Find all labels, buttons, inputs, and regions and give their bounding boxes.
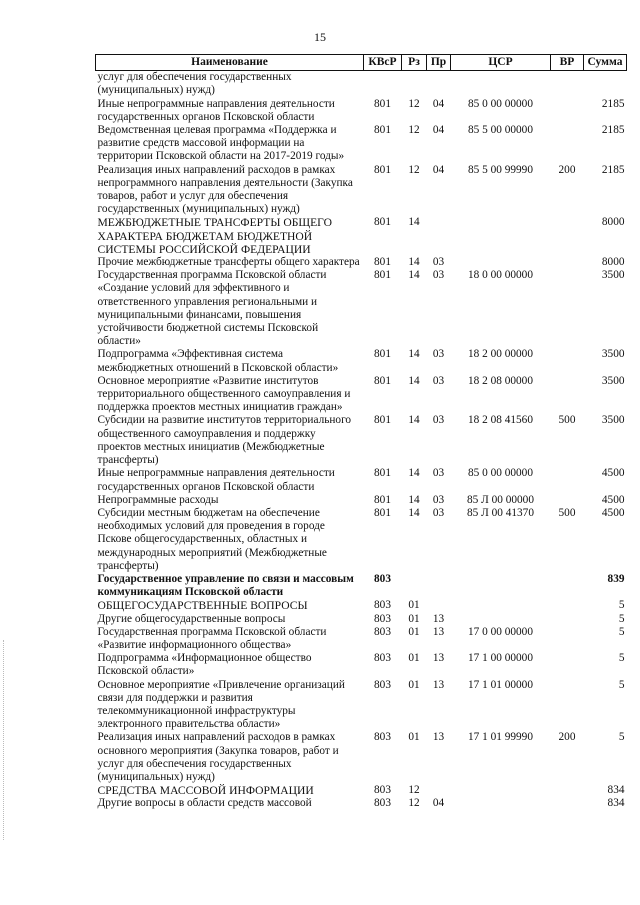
cell-name: услуг для обеспечения государственных (муниципальных) нужд) (97, 71, 292, 97)
cell-sum: 8000 (601, 256, 625, 269)
cell-name: Основное мероприятие «Развитие институтов территориального общественного самоуправления и поддержка проектов местных инициатив граждан» (97, 374, 351, 414)
table-row (96, 599, 627, 612)
cell-csr: 17 1 01 99990 (468, 731, 533, 744)
cell-kvsr (364, 71, 402, 98)
cell-name: Другие общегосударственные вопросы (97, 612, 286, 625)
cell-csr (451, 797, 551, 810)
table-row (96, 164, 627, 217)
cell-vr (551, 652, 584, 678)
cell-csr (451, 599, 551, 612)
cell-kvsr: 801 (374, 348, 391, 361)
cell-pr: 04 (432, 124, 445, 137)
header-kvsr: КВсР (364, 55, 402, 71)
cell-csr: 17 1 00 00000 (468, 652, 533, 665)
cell-vr (551, 784, 584, 797)
table-row (96, 414, 627, 467)
table-row (96, 124, 627, 164)
cell-sum (584, 71, 627, 98)
cell-name: СРЕДСТВА МАССОВОЙ ИНФОРМАЦИИ (97, 784, 314, 798)
cell-rz: 14 (408, 216, 420, 229)
cell-kvsr: 803 (374, 731, 391, 744)
cell-sum: 4500 (601, 467, 625, 480)
cell-sum: 4500 (601, 506, 625, 519)
cell-pr: 03 (432, 348, 445, 361)
cell-kvsr: 803 (374, 625, 391, 638)
cell-name: Основное мероприятие «Привлечение организаций связи для поддержки и развития телекоммуникационной инфраструктуры электронного правительства области» (97, 678, 345, 731)
cell-rz: 14 (408, 414, 420, 427)
cell-vr (551, 467, 584, 493)
cell-vr (551, 71, 584, 98)
cell-rz (402, 573, 427, 599)
cell-name: Иные непрограммные направления деятельности государственных органов Псковской области (97, 97, 335, 123)
scan-edge-mark (3, 640, 6, 840)
cell-kvsr: 803 (374, 652, 391, 665)
cell-rz: 01 (408, 731, 420, 744)
cell-kvsr: 801 (374, 124, 391, 137)
cell-pr: 13 (432, 625, 445, 638)
cell-vr (551, 573, 584, 599)
cell-rz: 01 (408, 678, 420, 691)
cell-rz: 14 (408, 493, 420, 506)
cell-rz: 14 (408, 506, 420, 519)
cell-name: Субсидии местным бюджетам на обеспечение необходимых условий для проведения в городе Пскове общегосударственных, областных и международных мероприятий (Межбюджетные трансферты) (97, 506, 327, 572)
table-row (96, 613, 627, 626)
cell-pr: 03 (432, 467, 445, 480)
table-row (96, 216, 627, 256)
cell-kvsr: 803 (374, 678, 391, 691)
header-sum: Сумма (584, 55, 627, 71)
cell-pr (427, 573, 451, 599)
cell-vr (551, 348, 584, 374)
cell-sum: 834 (607, 797, 625, 810)
table-row (96, 71, 627, 98)
cell-pr: 03 (432, 269, 445, 282)
table-row (96, 679, 627, 732)
cell-csr: 85 0 00 00000 (468, 97, 533, 110)
cell-name: МЕЖБЮДЖЕТНЫЕ ТРАНСФЕРТЫ ОБЩЕГО ХАРАКТЕРА БЮДЖЕТАМ БЮДЖЕТНОЙ СИСТЕМЫ РОССИЙСКОЙ ФЕДЕРАЦИИ (97, 216, 332, 256)
cell-sum: 839 (607, 572, 625, 585)
cell-kvsr: 801 (374, 493, 391, 506)
cell-sum: 5 (618, 612, 625, 625)
cell-csr: 18 0 00 00000 (468, 269, 533, 282)
cell-csr: 85 Л 00 00000 (467, 493, 534, 506)
cell-kvsr: 801 (374, 269, 391, 282)
table-body (96, 71, 627, 811)
cell-sum: 5 (618, 731, 625, 744)
cell-sum: 834 (607, 784, 625, 797)
cell-rz: 12 (408, 797, 420, 810)
cell-sum: 5 (618, 678, 625, 691)
cell-sum: 3500 (601, 374, 625, 387)
table-row (96, 98, 627, 124)
cell-rz: 12 (408, 124, 420, 137)
cell-name: Субсидии на развитие институтов территориального общественного самоуправления и поддержку проектов местных инициатив (Межбюджетные трансферты) (97, 414, 352, 467)
cell-pr: 03 (432, 493, 445, 506)
cell-pr: 03 (432, 256, 445, 269)
header-vr: ВР (551, 55, 584, 71)
cell-sum: 5 (618, 625, 625, 638)
cell-rz: 14 (408, 467, 420, 480)
header-rz: Рз (402, 55, 427, 71)
cell-pr (427, 784, 451, 797)
cell-rz (402, 71, 427, 98)
cell-csr: 17 0 00 00000 (468, 625, 533, 638)
cell-rz: 14 (408, 256, 420, 269)
cell-name: Ведомственная целевая программа «Поддержка и развитие средств массовой информации на территории Псковской области на 2017-2019 годы» (97, 124, 345, 163)
cell-name: Непрограммные расходы (97, 493, 219, 506)
table-row (96, 731, 627, 784)
cell-csr (451, 613, 551, 626)
cell-vr (551, 375, 584, 415)
cell-pr: 03 (432, 506, 445, 519)
cell-vr (551, 599, 584, 612)
cell-pr: 13 (432, 678, 445, 691)
cell-name: Реализация иных направлений расходов в рамках основного мероприятия (Закупка товаров, работ и услуг для обеспечения государственных (муниципальных) нужд) (97, 731, 339, 783)
cell-rz: 01 (408, 652, 420, 665)
table-row (96, 507, 627, 573)
cell-sum: 4500 (601, 493, 625, 506)
cell-kvsr: 801 (374, 506, 391, 519)
cell-rz: 14 (408, 348, 420, 361)
cell-rz: 12 (408, 784, 420, 797)
table-row (96, 494, 627, 507)
cell-vr (551, 124, 584, 164)
cell-csr (451, 784, 551, 797)
cell-kvsr: 801 (374, 467, 391, 480)
table-row (96, 797, 627, 810)
cell-csr: 18 2 08 41560 (468, 414, 533, 427)
cell-name: Государственная программа Псковской области «Развитие информационного общества» (97, 625, 327, 651)
table-row (96, 269, 627, 348)
cell-rz: 01 (408, 599, 420, 612)
header-csr: ЦСР (451, 55, 551, 71)
cell-pr: 03 (432, 374, 445, 387)
cell-kvsr: 801 (374, 374, 391, 387)
cell-csr (451, 216, 551, 256)
cell-pr: 04 (432, 797, 445, 810)
cell-vr (551, 613, 584, 626)
cell-vr: 200 (558, 163, 576, 176)
cell-name: Реализация иных направлений расходов в рамках непрограммного направления деятельности (Закупка товаров, работ и услуг для обеспечения государственных (муниципальных) нужд) (97, 163, 353, 216)
cell-csr (451, 71, 551, 98)
cell-vr (551, 98, 584, 124)
cell-csr: 85 5 00 99990 (468, 163, 533, 176)
table-row (96, 784, 627, 797)
table-row (96, 626, 627, 652)
table-row (96, 573, 627, 599)
page-number: 15 (314, 30, 326, 44)
cell-name: Государственная программа Псковской области «Создание условий для эффективного и ответственного управления региональными и муниципальными финансами, повышения устойчивости бюджетной системы Псковской области» (97, 269, 327, 348)
cell-pr: 04 (432, 163, 445, 176)
cell-pr: 13 (432, 652, 445, 665)
cell-csr: 18 2 08 00000 (468, 374, 533, 387)
cell-name: Прочие межбюджетные трансферты общего характера (97, 256, 360, 269)
cell-kvsr: 803 (374, 612, 391, 625)
cell-rz: 01 (408, 612, 420, 625)
table-row (96, 375, 627, 415)
table-row (96, 256, 627, 269)
cell-sum: 8000 (601, 216, 625, 229)
cell-pr: 03 (432, 414, 445, 427)
cell-sum: 2185 (601, 163, 625, 176)
cell-name: Подпрограмма «Информационное общество Псковской области» (97, 652, 312, 678)
cell-csr: 85 0 00 00000 (468, 467, 533, 480)
cell-csr (451, 256, 551, 269)
cell-csr (451, 573, 551, 599)
cell-vr: 200 (558, 731, 576, 744)
cell-name: Государственное управление по связи и массовым коммуникациям Псковской области (97, 572, 354, 599)
cell-sum: 5 (618, 599, 625, 612)
cell-pr: 04 (432, 97, 445, 110)
cell-sum: 3500 (601, 414, 625, 427)
cell-kvsr: 801 (374, 256, 391, 269)
cell-vr (551, 797, 584, 810)
cell-sum: 5 (618, 652, 625, 665)
cell-rz: 12 (408, 97, 420, 110)
cell-rz: 14 (408, 374, 420, 387)
table-header-row (96, 55, 627, 71)
cell-pr (427, 599, 451, 612)
cell-kvsr: 801 (374, 414, 391, 427)
cell-name: Иные непрограммные направления деятельности государственных органов Псковской области (97, 467, 335, 493)
cell-rz: 12 (408, 163, 420, 176)
cell-sum: 2185 (601, 97, 625, 110)
cell-kvsr: 803 (374, 572, 391, 585)
cell-csr: 18 2 00 00000 (468, 348, 533, 361)
cell-sum: 2185 (601, 124, 625, 137)
cell-csr: 85 Л 00 41370 (467, 506, 534, 519)
cell-csr: 17 1 01 00000 (468, 678, 533, 691)
table-row (96, 652, 627, 678)
cell-pr: 13 (432, 612, 445, 625)
header-name: Наименование (96, 55, 364, 71)
cell-sum: 3500 (601, 269, 625, 282)
cell-pr: 13 (432, 731, 445, 744)
cell-sum: 3500 (601, 348, 625, 361)
cell-kvsr: 801 (374, 163, 391, 176)
cell-name: Подпрограмма «Эффективная система межбюджетных отношений в Псковской области» (97, 348, 339, 374)
cell-vr: 500 (558, 506, 576, 519)
cell-vr (551, 256, 584, 269)
cell-kvsr: 801 (374, 97, 391, 110)
cell-pr (427, 71, 451, 98)
cell-kvsr: 803 (374, 797, 391, 810)
cell-kvsr: 803 (374, 599, 391, 612)
cell-kvsr: 801 (374, 216, 391, 229)
cell-kvsr: 803 (374, 784, 391, 797)
budget-table (95, 54, 627, 811)
cell-csr: 85 5 00 00000 (468, 124, 533, 137)
table-row (96, 467, 627, 493)
cell-rz: 01 (408, 625, 420, 638)
cell-vr (551, 216, 584, 256)
cell-vr (551, 679, 584, 732)
cell-rz: 14 (408, 269, 420, 282)
header-pr: Пр (427, 55, 451, 71)
cell-vr (551, 626, 584, 652)
cell-pr (427, 216, 451, 256)
cell-name: ОБЩЕГОСУДАРСТВЕННЫЕ ВОПРОСЫ (97, 599, 308, 613)
cell-vr (551, 494, 584, 507)
cell-vr (551, 269, 584, 348)
table-row (96, 348, 627, 374)
cell-name: Другие вопросы в области средств массовой (97, 797, 312, 810)
cell-vr: 500 (558, 414, 576, 427)
